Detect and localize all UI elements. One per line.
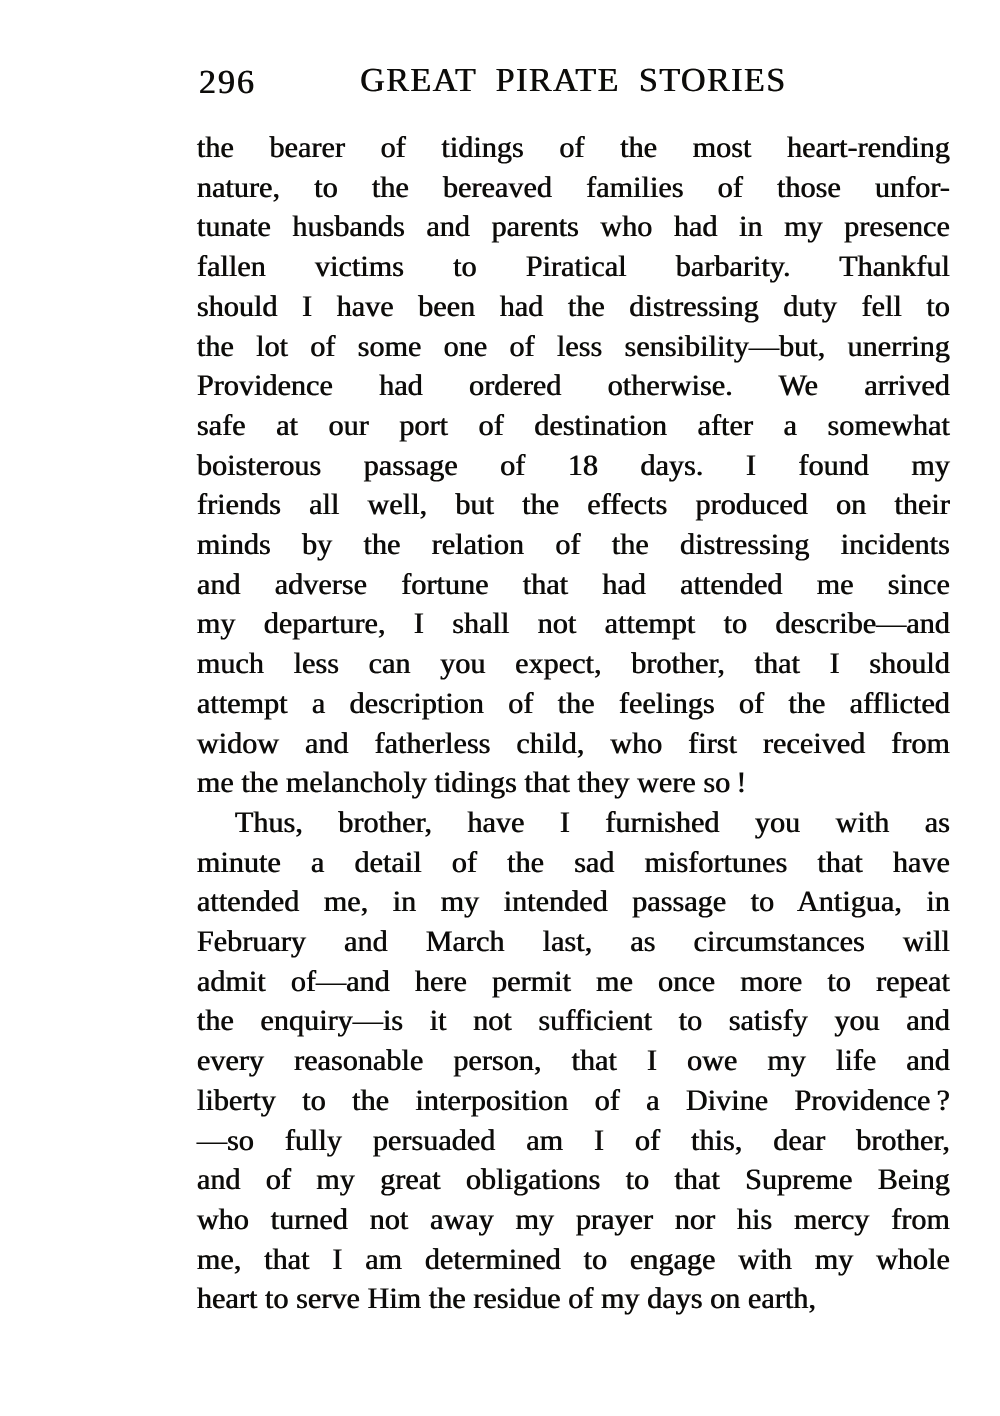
- text-line: me the melancholy tidings that they were so !: [197, 766, 747, 800]
- text-line: me, that I am determined to engage with my whole: [197, 1242, 950, 1276]
- text-line: boisterous passage of 18 days. I found my: [197, 448, 950, 482]
- text-line: widow and fatherless child, who first received from: [197, 726, 950, 760]
- text-line: safe at our port of destination after a somewhat: [197, 408, 950, 442]
- paragraph: [197, 128, 950, 803]
- text-line: the bearer of tidings of the most heart-rending: [197, 131, 950, 164]
- text-line: minds by the relation of the distressing incidents: [197, 528, 950, 562]
- text-line: should I have been had the distressing duty fell to: [197, 289, 950, 323]
- text-line: much less can you expect, brother, that I should: [197, 647, 950, 681]
- text-line: heart to serve Him the residue of my days on earth,: [197, 1282, 817, 1316]
- text-line: nature, to the bereaved families of those unfor-: [197, 170, 950, 204]
- text-line: —so fully persuaded am I of this, dear brother,: [197, 1123, 950, 1157]
- text-line: minute a detail of the sad misfortunes that have: [197, 845, 950, 879]
- text-line: friends all well, but the effects produced on their: [197, 488, 950, 522]
- paragraph: [197, 803, 950, 1319]
- text-line: the lot of some one of less sensibility—but, unerring: [197, 329, 950, 363]
- text-line: every reasonable person, that I owe my life and: [197, 1044, 950, 1078]
- text-line: my departure, I shall not attempt to describe—and: [197, 607, 950, 641]
- text-line: tunate husbands and parents who had in my presence: [197, 210, 950, 244]
- running-title: GREAT PIRATE STORIES: [360, 62, 787, 99]
- text-line: the enquiry—is it not sufficient to satisfy you and: [197, 1004, 950, 1038]
- text-line: and of my great obligations to that Supreme Being: [197, 1163, 950, 1197]
- text-line: attended me, in my intended passage to Antigua, in: [197, 885, 950, 919]
- text-line: who turned not away my prayer nor his mercy from: [197, 1202, 950, 1236]
- text-line: Thus, brother, have I furnished you with as: [235, 805, 950, 839]
- text-line: fallen victims to Piratical barbarity. Thankful: [197, 250, 950, 284]
- page-header: [197, 62, 950, 99]
- page-number: 296: [199, 64, 256, 101]
- text-line: and adverse fortune that had attended me since: [197, 567, 950, 601]
- text-line: admit of—and here permit me once more to repeat: [197, 964, 950, 998]
- text-line: Providence had ordered otherwise. We arrived: [197, 369, 950, 403]
- text-line: attempt a description of the feelings of the afflicted: [197, 686, 950, 720]
- body-text: [197, 128, 950, 1319]
- text-line: liberty to the interposition of a Divine Providence ?: [197, 1083, 950, 1117]
- text-line: February and March last, as circumstances will: [197, 925, 950, 959]
